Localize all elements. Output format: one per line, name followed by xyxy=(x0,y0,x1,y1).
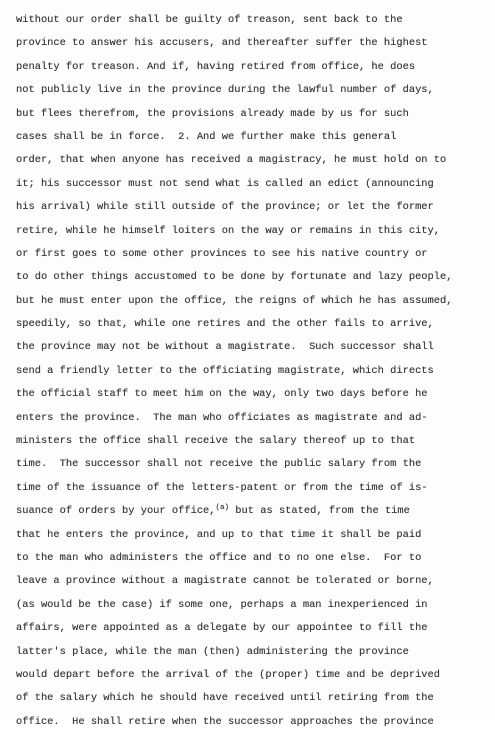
text-line-30: of the salary which he should have received until retiring from the xyxy=(16,692,434,705)
text-line-1: without our order shall be guilty of treason, sent back to the xyxy=(16,14,403,26)
text-line-5: but flees therefrom, the provisions already made by us for such xyxy=(16,107,409,120)
text-line-13: but he must enter upon the office, the reigns of which he has assumed, xyxy=(16,294,453,307)
text-line-16: send a friendly letter to the officiating magistrate, which directs xyxy=(16,364,434,377)
text-line-21: time of the issuance of the letters-patent or from the time of is- xyxy=(16,481,428,494)
text-line-22-tail: but as stated, from the time xyxy=(229,505,410,518)
text-line-4: not publicly live in the province during the lawful number of days, xyxy=(16,84,434,97)
text-line-23: that he enters the province, and up to that time it shall be paid xyxy=(16,528,422,541)
text-line-31: office. He shall retire when the successor approaches the province xyxy=(16,715,434,728)
text-line-26: (as would be the case) if some one, perhaps a man inexperienced in xyxy=(16,598,428,611)
text-line-20: time. The successor shall not receive the public salary from the xyxy=(16,458,422,471)
text-line-18: enters the province. The man who officiates as magistrate and ad- xyxy=(16,411,428,424)
text-line-28: latter's place, while the man (then) administering the province xyxy=(16,645,409,658)
text-line-8: it; his successor must not send what is called an edict (announcing xyxy=(16,177,434,190)
text-line-10: retire, while he himself loiters on the way or remains in this city, xyxy=(16,224,441,237)
text-line-3: penalty for treason. And if, having retired from office, he does xyxy=(16,60,416,73)
text-line-25: leave a province without a magistrate cannot be tolerated or borne, xyxy=(16,575,434,588)
document-text xyxy=(16,9,486,734)
text-line-24: to the man who administers the office and to no one else. For to xyxy=(16,551,422,564)
text-line-29: would depart before the arrival of the (proper) time and be deprived xyxy=(16,668,441,681)
text-line-9: his arrival) while still outside of the province; or let the former xyxy=(16,201,434,214)
text-line-19: ministers the office shall receive the salary thereof up to that xyxy=(16,435,416,448)
text-line-6: cases shall be in force. 2. And we further make this general xyxy=(16,130,397,143)
text-line-22 xyxy=(16,500,486,523)
text-line-22-head: suance of orders by your office, xyxy=(16,505,216,518)
text-line-7: order, that when anyone has received a magistracy, he must hold on to xyxy=(16,154,447,167)
text-line-27: affairs, were appointed as a delegate by our appointee to fill the xyxy=(16,622,428,635)
text-line-17: the official staff to meet him on the way, only two days before he xyxy=(16,388,428,401)
text-line-15: the province may not be without a magistrate. Such successor shall xyxy=(16,341,434,354)
text-line-14: speedily, so that, while one retires and the other fails to arrive, xyxy=(16,318,434,331)
text-line-12: to do other things accustomed to be done by fortunate and lazy people, xyxy=(16,271,453,284)
footnote-marker: (a) xyxy=(215,504,230,513)
text-line-11: or first goes to some other provinces to see his native country or xyxy=(16,247,428,260)
text-line-2: province to answer his accusers, and thereafter suffer the highest xyxy=(16,37,428,50)
